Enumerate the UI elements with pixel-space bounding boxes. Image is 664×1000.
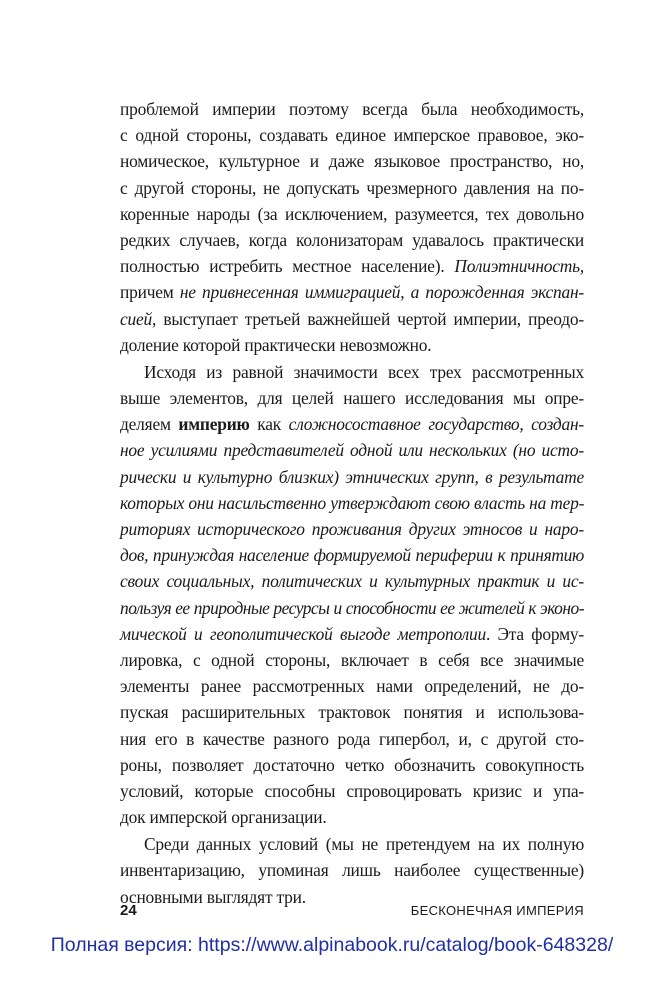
full-version-label[interactable]: Полная версия:	[50, 934, 193, 956]
text-line: выше элементов, для целей нашего исследования мы опре-	[120, 388, 584, 409]
text-line: полностью истребить местное население). Полиэтничность,	[120, 256, 584, 277]
page-number: 24	[120, 902, 137, 919]
page-footer	[120, 902, 584, 922]
text-line: Исходя из равной значимости всех трех рассмотренных	[144, 361, 584, 382]
text-line: своих социальных, политических и культурных практик и ис-	[120, 571, 584, 592]
text-line: которых они насильственно утверждают свою власть на тер-	[120, 492, 585, 513]
text-line: основными выглядят три.	[120, 886, 306, 907]
text-line: с другой стороны, не допускать чрезмерного давления на по-	[120, 177, 584, 198]
full-version-link[interactable]	[0, 934, 664, 957]
text-line: сией, выступает третьей важнейшей чертой империи, преодо-	[120, 308, 584, 329]
paragraph	[120, 831, 584, 910]
text-line: док имперской организации.	[120, 807, 327, 828]
emphasis-text: мической и геополитической выгоде метрополии	[120, 623, 486, 644]
text-line: доление которой практически невозможно.	[120, 334, 432, 355]
paragraph	[120, 96, 584, 358]
emphasis-text: не привнесенная иммиграцией, а порожденная экспан-	[179, 282, 584, 303]
emphasis-text: сложносоставное государство, создан-	[288, 414, 584, 435]
full-version-url[interactable]: https://www.alpinabook.ru/catalog/book-648328/	[198, 934, 614, 956]
emphasis-text: Полиэтничность,	[454, 256, 584, 277]
text-line: условий, которые способны спровоцировать кризис и упа-	[120, 780, 584, 801]
running-title: БЕСКОНЕЧНАЯ ИМПЕРИЯ	[410, 903, 584, 918]
text-line: роны, позволяет достаточно четко обозначить совокупность	[120, 754, 584, 775]
text-line: дов, принуждая население формируемой периферии к принятию	[120, 545, 584, 566]
text-line: лировка, с одной стороны, включает в себя все значимые	[120, 649, 584, 670]
text-line: инвентаризацию, упоминая лишь наиболее существенные)	[120, 860, 584, 881]
text-line: с одной стороны, создавать единое имперское правовое, эко-	[120, 125, 584, 146]
text-line: редких случаев, когда колонизаторам удавалось практически	[120, 229, 584, 250]
text-line: пуская расширительных трактовок понятия и использова-	[120, 702, 584, 723]
text-line: элементы ранее рассмотренных нами определений, не до-	[120, 676, 584, 697]
text-line: мической и геополитической выгоде метрополии. Эта форму-	[120, 623, 584, 644]
text-line: номическое, культурное и даже языковое пространство, но,	[120, 151, 584, 172]
text-line: Среди данных условий (мы не претендуем на их полную	[144, 834, 584, 855]
text-line: пользуя ее природные ресурсы и способности ее жителей к эконо-	[120, 597, 584, 618]
emphasis-text: сией	[120, 308, 153, 329]
text-line: ное усилиями представителей одной или нескольких (но исто-	[120, 440, 584, 461]
text-line: причем не привнесенная иммиграцией, а порожденная экспан-	[120, 282, 584, 303]
defined-term: империю	[178, 414, 250, 435]
text-line: деляем империю как сложносоставное государство, создан-	[120, 414, 584, 435]
body-text	[120, 96, 584, 910]
text-line: проблемой империи поэтому всегда была необходимость,	[120, 99, 584, 119]
text-line: коренные народы (за исключением, разумеется, тех довольно	[120, 203, 584, 224]
text-line: рически и культурно близких) этнических групп, в результате	[120, 466, 584, 487]
text-line: риториях исторического проживания других этносов и наро-	[120, 519, 584, 539]
text-line: ния его в качестве разного рода гипербол, и, с другой сто-	[120, 728, 584, 749]
paragraph	[120, 359, 584, 830]
